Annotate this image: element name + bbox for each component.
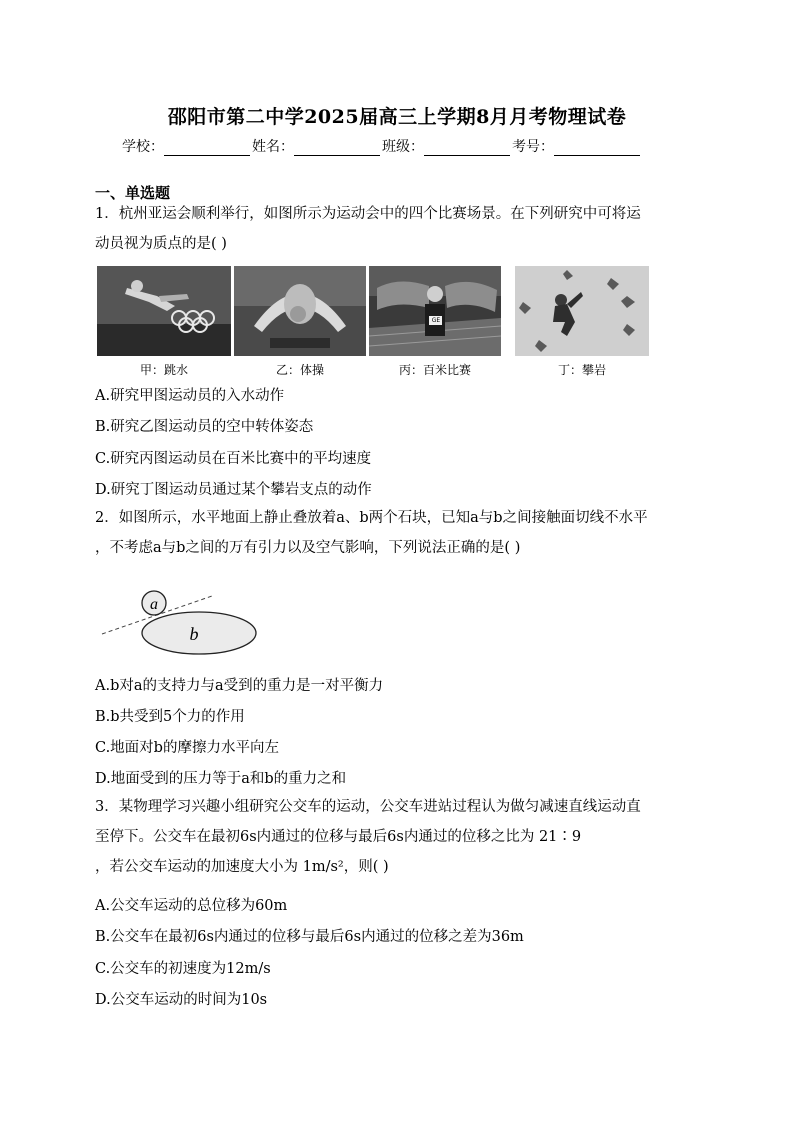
question-3-option-d: D.公交车运动的时间为10s [95,992,268,1008]
stone-b [142,612,256,654]
question-3-line-2: 至停下。公交车在最初6s内通过的位移与最后6s内通过的位移之比为 21∶9 [95,829,582,845]
caption-climbing: 丁：攀岩 [557,363,606,377]
question-2-option-b: B.b共受到5个力的作用 [95,709,245,725]
question-3-option-c: C.公交车的初速度为12m/s [95,961,271,977]
question-2-line-1: 2．如图所示，水平地面上静止叠放着a、b两个石块，已知a与b之间接触面切线不水平 [95,510,648,526]
question-3-line-3: ，若公交车运动的加速度大小为 1m/s²，则( ) [95,859,389,875]
student-info-row [122,136,682,156]
photo-gymnastics [234,266,366,377]
caption-diving: 甲：跳水 [139,363,188,377]
question-1-option-c: C.研究丙图运动员在百米比赛中的平均速度 [95,451,372,467]
question-3-line-1: 3．某物理学习兴趣小组研究公交车的运动，公交车进站过程认为做匀减速直线运动直 [95,799,641,815]
name-label: 姓名： [252,139,294,155]
stone-b-label: b [189,624,199,644]
diving-image [97,266,231,356]
school-blank [164,139,250,156]
question-2-stem [95,503,707,563]
photo-climbing [515,266,649,377]
stones-diagram [96,584,266,656]
exam-number-blank [554,139,640,156]
question-2-option-c: C.地面对b的摩擦力水平向左 [95,740,279,756]
question-2-line-2: ，不考虑a与b之间的万有引力以及空气影响，下列说法正确的是( ) [95,540,521,556]
exam-number-label: 考号： [512,139,554,155]
school-label: 学校： [122,139,164,155]
climbing-image [515,266,649,356]
name-blank [294,139,380,156]
question-2-option-a: A.b对a的支持力与a受到的重力是一对平衡力 [95,678,384,694]
question-3-stem [95,792,707,882]
question-3-option-b: B.公交车在最初6s内通过的位移与最后6s内通过的位移之差为36m [95,929,524,945]
question-1-stem [95,199,707,259]
question-2-option-d: D.地面受到的压力等于a和b的重力之和 [95,771,347,787]
gymnastics-image [234,266,366,356]
question-1-option-b: B.研究乙图运动员的空中转体姿态 [95,419,314,435]
question-1-option-a: A.研究甲图运动员的入水动作 [95,388,285,404]
question-1-line-2: 动员视为质点的是( ) [95,236,227,252]
question-1-line-1: 1．杭州亚运会顺利举行，如图所示为运动会中的四个比赛场景。在下列研究中可将运 [95,206,641,222]
stone-a-label: a [150,596,158,613]
exam-title: 邵阳市第二中学2025届高三上学期8月月考物理试卷 [167,106,627,128]
section-heading: 一、单选题 [95,184,171,202]
bib-number: GE [431,317,441,324]
caption-sprint: 丙：百米比赛 [398,363,471,377]
class-blank [424,139,510,156]
photo-sprint [369,266,501,377]
question-1-option-d: D.研究丁图运动员通过某个攀岩支点的动作 [95,482,372,498]
caption-gymnastics: 乙：体操 [275,363,324,377]
question-3-option-a: A.公交车运动的总位移为60m [95,898,288,914]
class-label: 班级： [382,139,424,155]
photo-diving [97,266,231,377]
sprint-image [369,266,501,356]
